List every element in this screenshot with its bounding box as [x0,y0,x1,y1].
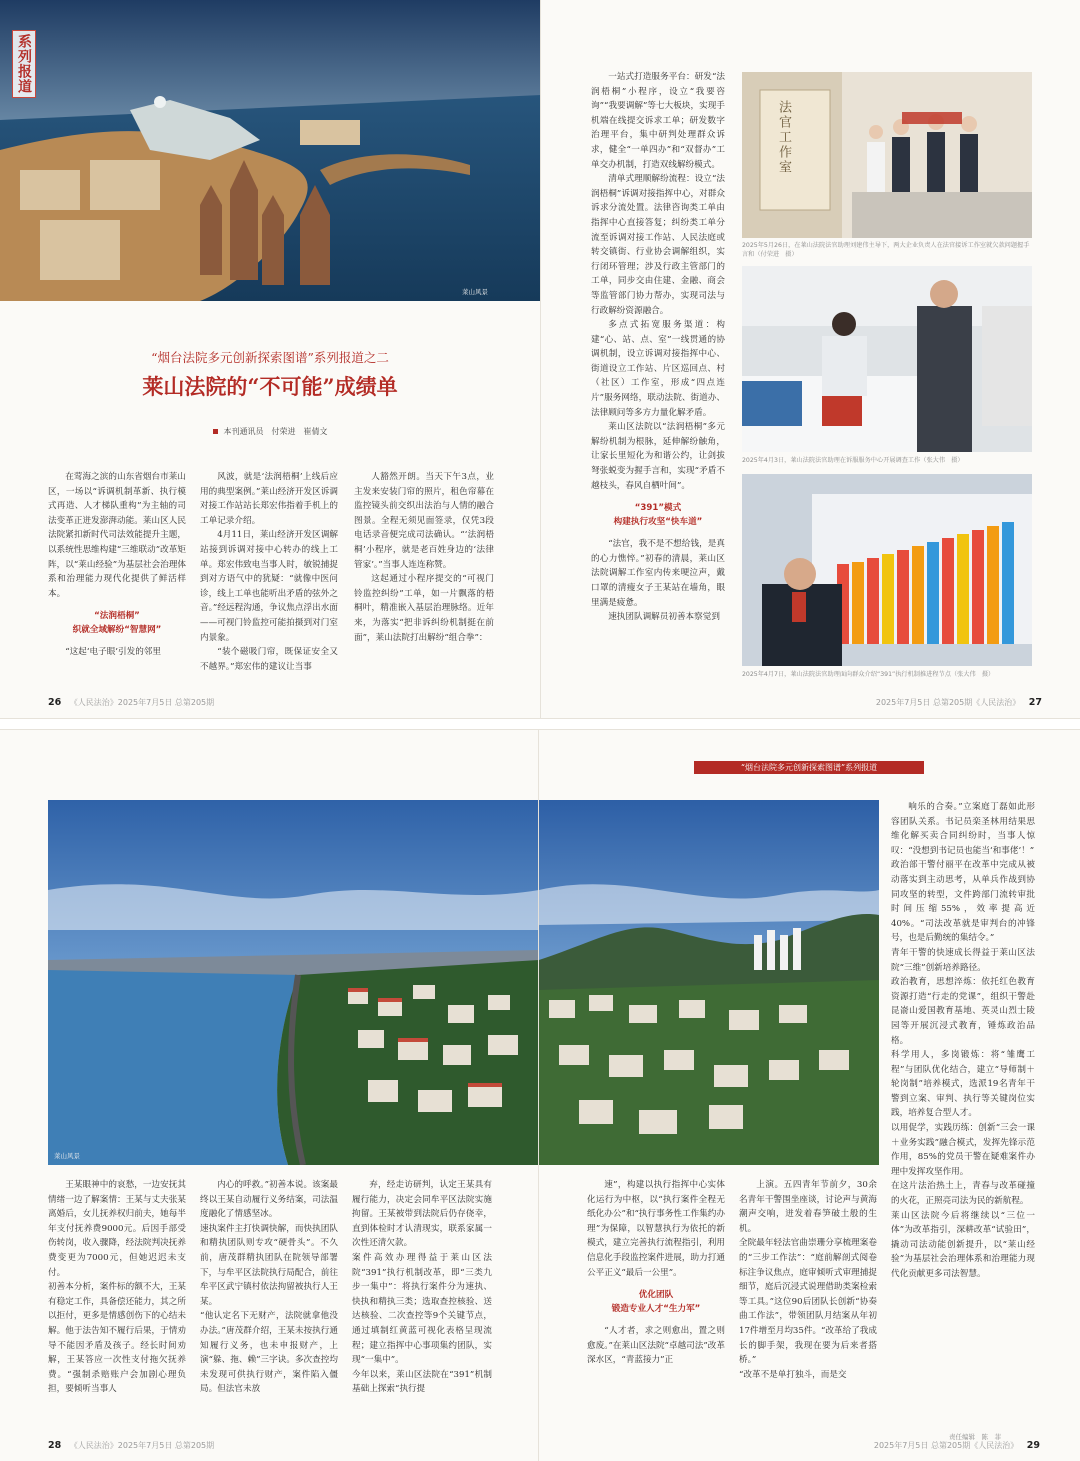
p28-column-2: 内心的呼救。”初善本说。该案最终以王某自动履行义务结案，司法温度融化了情感坚冰。 速执案件主打快调快解，而快执团队和精执团队则专攻“硬骨头”。不久前，唐茂群精执团队在院领导部署下，与牟平区法院执行局配合，前往牟平区武宁镇村依法拘留被执行人王某。 “他认定名下无财产，法院就拿他没办法。”唐茂群介绍，王某未按执行通知履行义务，也未申报财产，上演“躲、拖、赖”三字诀。多次查控均未发现可供执行财产，案件陷入僵局。但法官未放 [200,1180,338,1395]
folio: 2025年7月5日 总第205期《人民法治》 27 [875,697,1042,708]
page-number: 26 [48,697,62,708]
article-title: 莱山法院的“不可能”成绩单 [142,374,398,399]
kicker: “烟台法院多元创新探索图谱”系列报道之二 [151,350,389,365]
folio: 26 《人民法治》2025年7月5日 总第205期 [48,697,215,708]
panorama-photo [48,800,539,1165]
series-banner: “烟台法院多元创新探索图谱”系列报道 [694,761,924,774]
folio: 2025年7月5日 总第205期《人民法治》 29 [873,1440,1040,1451]
page-number: 29 [1026,1440,1040,1451]
page-number: 27 [1028,697,1042,708]
execution-board-photo-graphic [742,474,1032,666]
page-27 [541,0,1080,718]
page-29 [539,730,1080,1461]
photo-credit: 莱山风景 [54,1152,80,1160]
coastal-castle-photo-graphic [0,0,541,301]
photo-caption-1: 2025年5月26日，在莱山法院法官助理刘建伟主导下，两大企业负责人在法官接诉工作室就欠款问题握手言和（付荣进 摄） [742,242,1030,258]
page-number: 28 [48,1440,62,1451]
p29-column-2: 上演。五四青年节前夕，30余名青年干警围坐座谈，讨论声与黄海潮声交响，迸发着春笋破土般的生机。 全院最年轻法官曲崇珊分享梳理案卷的“三步工作法”：“庭前解剖式阅卷标注争议焦点，庭审倾听式审理捕捉细节，庭后沉浸式说理借助类案检索等工具。”这位90后团队长创新“协奏曲工作法”，带领团队月结案从年初17件增至月均35件。“改革给了我成长的脚手架，我现在要为后来者搭桥。” “改革不是单打独斗，而是交 [739,1180,877,1380]
editor-credit: 责任编辑 陈 菲 [949,1433,1001,1441]
photo-caption-3: 2025年4月7日，莱山法院法官助理面向群众介绍“391”执行机制推进程节点（张大伟 摄） [742,671,995,678]
p28-column-3: 弃，经走访研判，认定王某具有履行能力，决定会同牟平区法院实施拘留。王某被带到法院后仍存侥幸，直到体检时才认清现实，联系家属一次性还清欠款。 案件高效办理得益于莱山区法院“391”执行机制改革，即“三类九步一集中”：将执行案件分为速执、快执和精执三类；选取查控核验、送达核验、二次查控等9个关键节点，通过填制红黄蓝可视化表格呈现流程；建立指挥中心事项集约团队，实现“一集中”。 今年以来，莱山区法院在“391”机制基础上探索“执行提 [352,1180,492,1395]
panorama-photo-right [539,800,879,1165]
p29-column-1: 速”，构建以执行指挥中心实体化运行为中枢，以“执行案件全程无纸化办公”和“执行事务性工作集约办理”为保障，以智慧执行为依托的新模式，建立完善执行流程指引，利用信息化手段监控案件进展，助力打通公平正义“最后一公里”。 优化团队 锻造专业人才“生力军” “人才者，求之则愈出，置之则愈废。”在莱山区法院“卓越司法”改革深水区，“青蓝接力”正 [587,1180,725,1366]
p29-column-3: 响乐的合奏。”立案庭丁磊如此形容团队关系。书记员栾圣林用结果思维化解买卖合同纠纷时，当事人惊叹：“没想到书记员也能当‘和事佬’！” 政治部干警付丽平在改革中完成从被动落实到主动思考，从单兵作战到协同攻坚的转型，文件跨部门流转审批时间压缩55%，效率提高近40%。“司法改革就是审判台的冲锋号，也是后勤统的集结令。” 青年干警的快速成长得益于莱山区法院“三维”创新培养路径。 政治教育，思想淬炼：依托红色教育资源打造“行走的党课”，组织干警赴昆嵛山爱国教育基地、英灵山烈士陵园等开展沉浸式教育，锤炼政治品格。 科学用人，多岗锻炼：将“雏鹰工程”与团队优化结合，建立“导师制＋轮岗制”培养模式，选派19名青年干警到立案、审判、执行等关键岗位实践，培养复合型人才。 以用促学，实践历练：创新“三会一课＋业务实践”融合模式，发挥先锋示范作用，85%的党员干警在疑难案件办理中发挥攻坚作用。 在这片法治热土上，青春与改革碰撞的火花，正照亮司法为民的新航程。 莱山区法院今后将继续以“三位一体”为改革指引，深耕改革“试验田”，撬动司法动能创新提升，以“莱山经验”为基层社会治理体系和治理能力现代化贡献更多司法智慧。 [891,802,1035,1279]
byline-marker [213,429,218,434]
p28-column-1: 王某眼神中的哀愁，一边安抚其情绪一边了解案情：王某与丈夫张某离婚后，女儿抚养权归前夫，她每半年支付抚养费9000元。后因手部受伤转岗，收入骤降，经法院判决抚养费变更为7000元，但她迟迟未支付。 初善本分析，案件标的额不大，王某有稳定工作，具备偿还能力，其之所以拒付，更多是情感创伤下的心结未解。他于法告知不履行后果，于情劝导不能因矛盾及孩子。经长时间劝解，王某答应一次性支付拖欠抚养费。“强制杀赔账户会加剧心理负担，要倾听当事人 [48,1180,186,1395]
photo-credit: 莱山风景 [462,288,488,296]
service-center-photo [742,266,1032,452]
page-28 [0,730,539,1461]
byline: 本刊通讯员 付荣进 崔倩文 [120,426,420,437]
series-tag: 系列报道 [12,30,36,98]
p26-column-1: 在莺海之滨的山东省烟台市莱山区，一场以“诉调机制革新、执行模式再造、人才梯队重构”为主轴的司法变革正迸发澎湃动能。莱山区人民法院紧扣新时代司法效能提升主题，以系统性思维构建“三维联动”改革矩阵，以“莱山经验”为基层社会治理体系和治理能力现代化提供了鲜活样本。 “法润梧桐” 织就全域解纷“智慧网” “这起‘电子眼’引发的邻里 [48,472,186,658]
p27-column: 一站式打造服务平台：研发“法润梧桐”小程序，设立“我要咨询”“我要调解”等七大板块，实现手机端在线提交诉求工单；研发数字治理平台，集中研判处理群众诉求，健全“一单四办”和“双督办”工单交办机制，打造双线解纷模式。 清单式理顺解纷流程：设立“法润梧桐”诉调对接指挥中心，对群众诉求分流处置。法律咨询类工单由指挥中心直接答复；纠纷类工单分流至诉调对接工作站、人民法庭或转交镇街、行业协会调解组织，实行闭环管理；涉及行政主管部门的工单，同步交由住建、金融、商会等监管部门协力帮办，实现司法与行政解纷资源融合。 多点式拓宽服务渠道：构建“心、站、点、室”一线贯通的协调机制，设立诉调对接指挥中心、街道设立工作站、片区巡回点、村（社区）工作室，形成“四点连片”服务网络，联动法院、街道办、法律顾问等多方力量化解矛盾。 莱山区法院以“法润梧桐”多元解纷机制为根脉，延伸解纷触角，让家长里短化为和谐公约，让剑拔弩张蜕变为握手言和，实现“矛盾不越枝头，春风自栖叶间”。 “391”模式 构建执行攻坚“快车道” “法官，我不是不想给钱，是真的心力憔悴。”初春的清晨，莱山区法院调解工作室内传来哽泣声，戴口罩的清瘦女子王某站在墙角，眼里满是疲惫。 速执团队调解员初善本察觉到 [591,72,725,623]
page-26 [0,0,541,718]
folio: 28 《人民法治》2025年7月5日 总第205期 [48,1440,215,1451]
photo-caption-2: 2025年4月3日，莱山法院法官助理在诉服服务中心开展调查工作（张大伟 摄） [742,457,964,464]
p26-column-2: 风波，就是‘法润梧桐’上线后应用的典型案例。”莱山经济开发区诉调对接工作站站长郑宏伟指着手机上的工单记录介绍。 4月11日，莱山经济开发区调解站接到诉调对接中心转办的线上工单。郑宏伟致电当事人时，敏锐捕捉到对方语气中的犹疑：“就像中医问诊，线上工单也能听出矛盾的弦外之音。”经远程沟通，争议焦点浮出水面——可视门铃监控可能拍摄到对门室内景象。 “装个磁吸门帘，既保证安全又不越界。”郑宏伟的建议让当事 [200,472,338,672]
office-sign: 法官工作室 [776,100,791,175]
service-center-photo-graphic [742,266,1032,452]
p26-column-3: 人豁然开朗。当天下午3点，业主发来安装门帘的照片，租色帘幕在监控镜头前交织出法治与人情的融合图景。全程无须见面签录，仅凭3段电话录音便完成司法确认。“‘法润梧桐’小程序，就是老百姓身边的‘法律管家’。”当事人连连称赞。 这起通过小程序提交的“可视门铃监控纠纷”工单，如一片飘落的梧桐叶，精准嵌入基层治理脉络。近年来，为落实“把非诉纠纷机制挺在前面”，莱山法院打出解纷“组合拳”： [354,472,494,643]
mediation-office-photo [742,72,1032,238]
panorama-photo-graphic [48,800,539,1165]
coastal-castle-photo [0,0,541,301]
execution-board-photo [742,474,1032,666]
panorama-photo-right-graphic [539,800,879,1165]
